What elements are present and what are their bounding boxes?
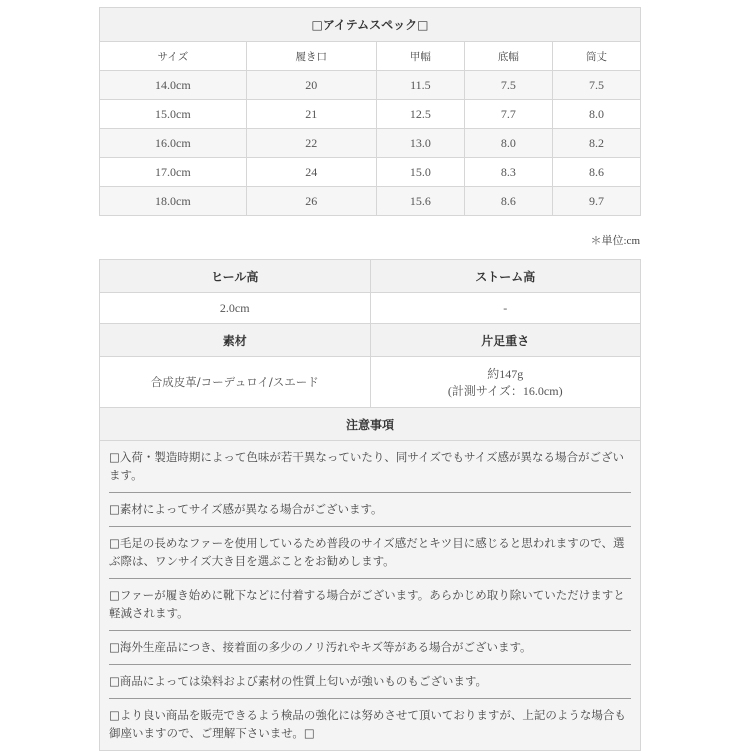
info-table: [99, 259, 641, 408]
spec-cell: 15.6: [376, 187, 464, 216]
spec-cell: 8.6: [464, 187, 552, 216]
spec-cell: 16.0cm: [100, 129, 247, 158]
heel-height-label: ヒール高: [100, 260, 371, 293]
spec-row: [100, 158, 641, 187]
spec-cell: 24: [246, 158, 376, 187]
spec-cell: 11.5: [376, 71, 464, 100]
note-item: □商品によっては染料および素材の性質上匂いが強いものもございます。: [109, 665, 631, 699]
spec-cell: 7.5: [464, 71, 552, 100]
notes-title: 注意事項: [100, 408, 641, 441]
spec-row: [100, 129, 641, 158]
notes-table: [99, 407, 641, 751]
spec-header-opening: 履き口: [246, 42, 376, 71]
spec-cell: 14.0cm: [100, 71, 247, 100]
spec-header-size: サイズ: [100, 42, 247, 71]
spec-cell: 8.0: [464, 129, 552, 158]
spec-cell: 7.5: [552, 71, 640, 100]
material-label: 素材: [100, 324, 371, 357]
weight-measure-size: (計測サイズ：16.0cm): [447, 384, 563, 398]
spec-cell: 21: [246, 100, 376, 129]
spec-cell: 8.0: [552, 100, 640, 129]
note-item: □より良い商品を販売できるよう検品の強化には努めさせて頂いておりますが、上記のような場合も御座いますので、ご理解下さいませ。□: [109, 708, 626, 740]
spec-cell: 12.5: [376, 100, 464, 129]
note-item: □素材によってサイズ感が異なる場合がございます。: [109, 493, 631, 527]
weight-value-cell: [370, 357, 641, 408]
spec-header-sole-width: 底幅: [464, 42, 552, 71]
spec-cell: 17.0cm: [100, 158, 247, 187]
spec-cell: 8.6: [552, 158, 640, 187]
spec-table: [99, 7, 641, 216]
spec-cell: 18.0cm: [100, 187, 247, 216]
material-value: 合成皮革/コーデュロイ/スエード: [150, 375, 319, 389]
note-item: □入荷・製造時期によって色味が若干異なっていたり、同サイズでもサイズ感が異なる場合がございます。: [109, 441, 631, 493]
spec-cell: 15.0cm: [100, 100, 247, 129]
material-value-cell: [100, 357, 371, 408]
note-item: □毛足の長めなファーを使用しているため普段のサイズ感だとキツ目に感じると思われますので、選ぶ際は、ワンサイズ大き目を選ぶことをお勧めします。: [109, 527, 631, 579]
spec-row: [100, 100, 641, 129]
spec-cell: 9.7: [552, 187, 640, 216]
spec-cell: 13.0: [376, 129, 464, 158]
spec-header-row: [100, 42, 641, 71]
spec-cell: 8.2: [552, 129, 640, 158]
spec-cell: 7.7: [464, 100, 552, 129]
heel-height-value: 2.0cm: [100, 293, 371, 324]
spec-cell: 22: [246, 129, 376, 158]
weight-label: 片足重さ: [370, 324, 641, 357]
spec-header-instep: 甲幅: [376, 42, 464, 71]
storm-height-value: -: [370, 293, 641, 324]
note-item: □海外生産品につき、接着面の多少のノリ汚れやキズ等がある場合がございます。: [109, 631, 631, 665]
spec-cell: 26: [246, 187, 376, 216]
spec-cell: 20: [246, 71, 376, 100]
spec-cell: 8.3: [464, 158, 552, 187]
storm-height-label: ストーム高: [370, 260, 641, 293]
unit-note: ＊単位:cm: [590, 235, 640, 247]
spec-row: [100, 187, 641, 216]
spec-cell: 15.0: [376, 158, 464, 187]
spec-header-shaft-height: 筒丈: [552, 42, 640, 71]
note-item: □ファーが履き始めに靴下などに付着する場合がございます。あらかじめ取り除いていただけますと軽減されます。: [109, 579, 631, 631]
weight-value: 約147g: [487, 367, 524, 381]
spec-row: [100, 71, 641, 100]
notes-body: [100, 441, 641, 751]
spec-title: □アイテムスペック□: [100, 8, 641, 42]
